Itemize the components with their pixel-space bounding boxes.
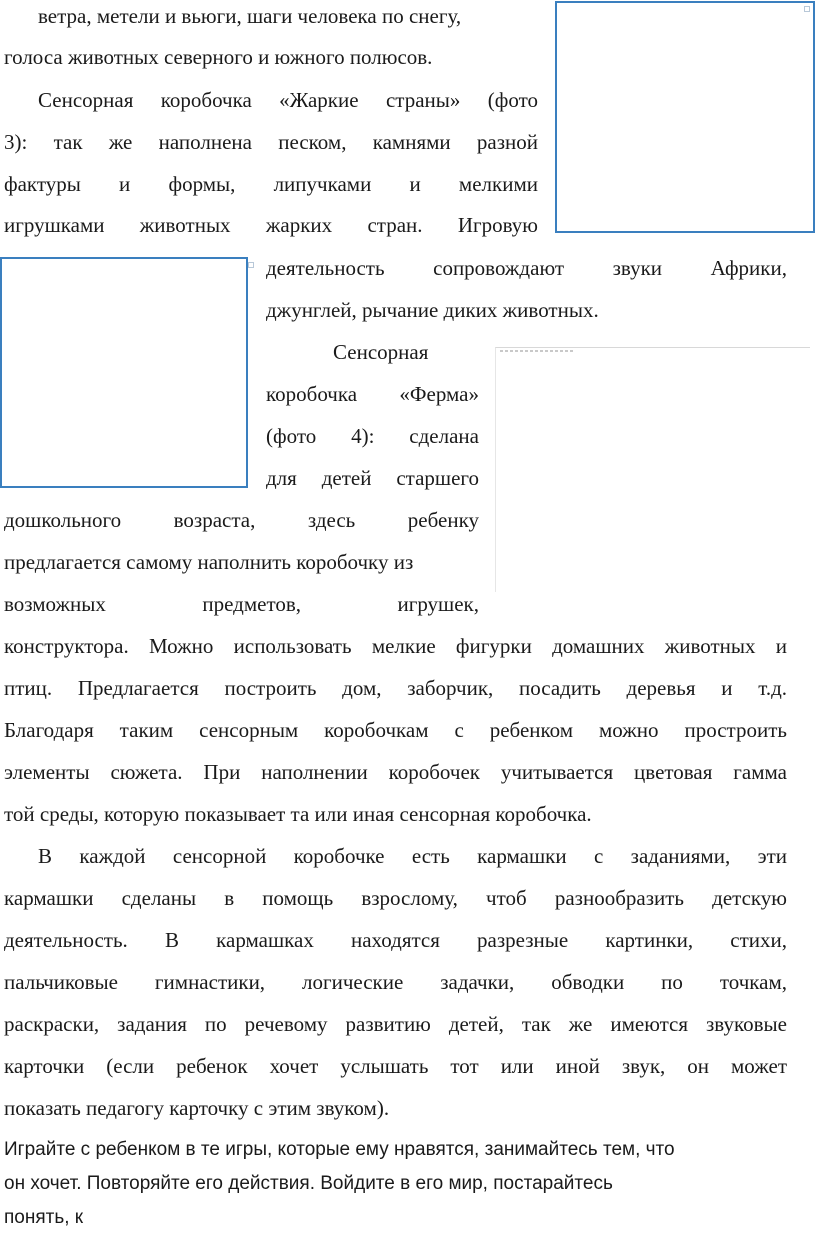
image-caption-placeholder: [500, 350, 574, 352]
text-line: дошкольного возраста, здесь ребенку: [4, 508, 479, 532]
photo-5-frame: [495, 347, 810, 592]
text-line: пальчиковые гимнастики, логические задачки, обводки по точкам,: [4, 970, 787, 994]
text-line: той среды, которую показывает та или иная сенсорная коробочка.: [4, 802, 592, 826]
text-line: голоса животных северного и южного полюсов.: [4, 45, 433, 69]
text-line: Сенсорная коробочка «Жаркие страны» (фото: [38, 88, 538, 112]
text-line: раскраски, задания по речевому развитию детей, так же имеются звуковые: [4, 1012, 787, 1036]
text-line: джунглей, рычание диких животных.: [266, 298, 599, 322]
text-line: карточки (если ребенок хочет услышать тот или иной звук, он может: [4, 1054, 787, 1078]
text-line: понять, к: [4, 1207, 84, 1228]
text-line: возможных предметов, игрушек,: [4, 592, 479, 616]
image-anchor-icon: [248, 262, 254, 268]
text-line: (фото 4): сделана: [266, 424, 479, 448]
text-line: для детей старшего: [266, 466, 479, 490]
text-line: ветра, метели и вьюги, шаги человека по снегу,: [38, 4, 462, 28]
text-line: В каждой сенсорной коробочке есть кармашки с заданиями, эти: [38, 844, 787, 868]
text-line: птиц. Предлагается построить дом, заборчик, посадить деревья и т.д.: [4, 676, 787, 700]
text-line: фактуры и формы, липучками и мелкими: [4, 172, 538, 196]
text-line: коробочка «Ферма»: [266, 382, 479, 406]
text-line: деятельность. В кармашках находятся разрезные картинки, стихи,: [4, 928, 787, 952]
text-line: предлагается самому наполнить коробочку из: [4, 550, 414, 574]
text-line: он хочет. Повторяйте его действия. Войдите в его мир, постарайтесь: [4, 1173, 613, 1194]
text-line: конструктора. Можно использовать мелкие фигурки домашних животных и: [4, 634, 787, 658]
text-line: показать педагогу карточку с этим звуком).: [4, 1096, 390, 1120]
text-line: Играйте с ребенком в те игры, которые ему нравятся, занимайтесь тем, что: [4, 1139, 675, 1160]
photo-3-frame: [555, 1, 815, 233]
text-line: Благодаря таким сенсорным коробочкам с ребенком можно простроить: [4, 718, 787, 742]
text-line: элементы сюжета. При наполнении коробочек учитывается цветовая гамма: [4, 760, 787, 784]
text-line: Сенсорная: [333, 340, 429, 364]
photo-4-frame: [0, 257, 248, 488]
text-line: игрушками животных жарких стран. Игровую: [4, 213, 538, 237]
text-line: кармашки сделаны в помощь взрослому, чтоб разнообразить детскую: [4, 886, 787, 910]
image-anchor-icon: [804, 6, 810, 12]
text-line: деятельность сопровождают звуки Африки,: [266, 256, 787, 280]
text-line: 3): так же наполнена песком, камнями разной: [4, 130, 538, 154]
